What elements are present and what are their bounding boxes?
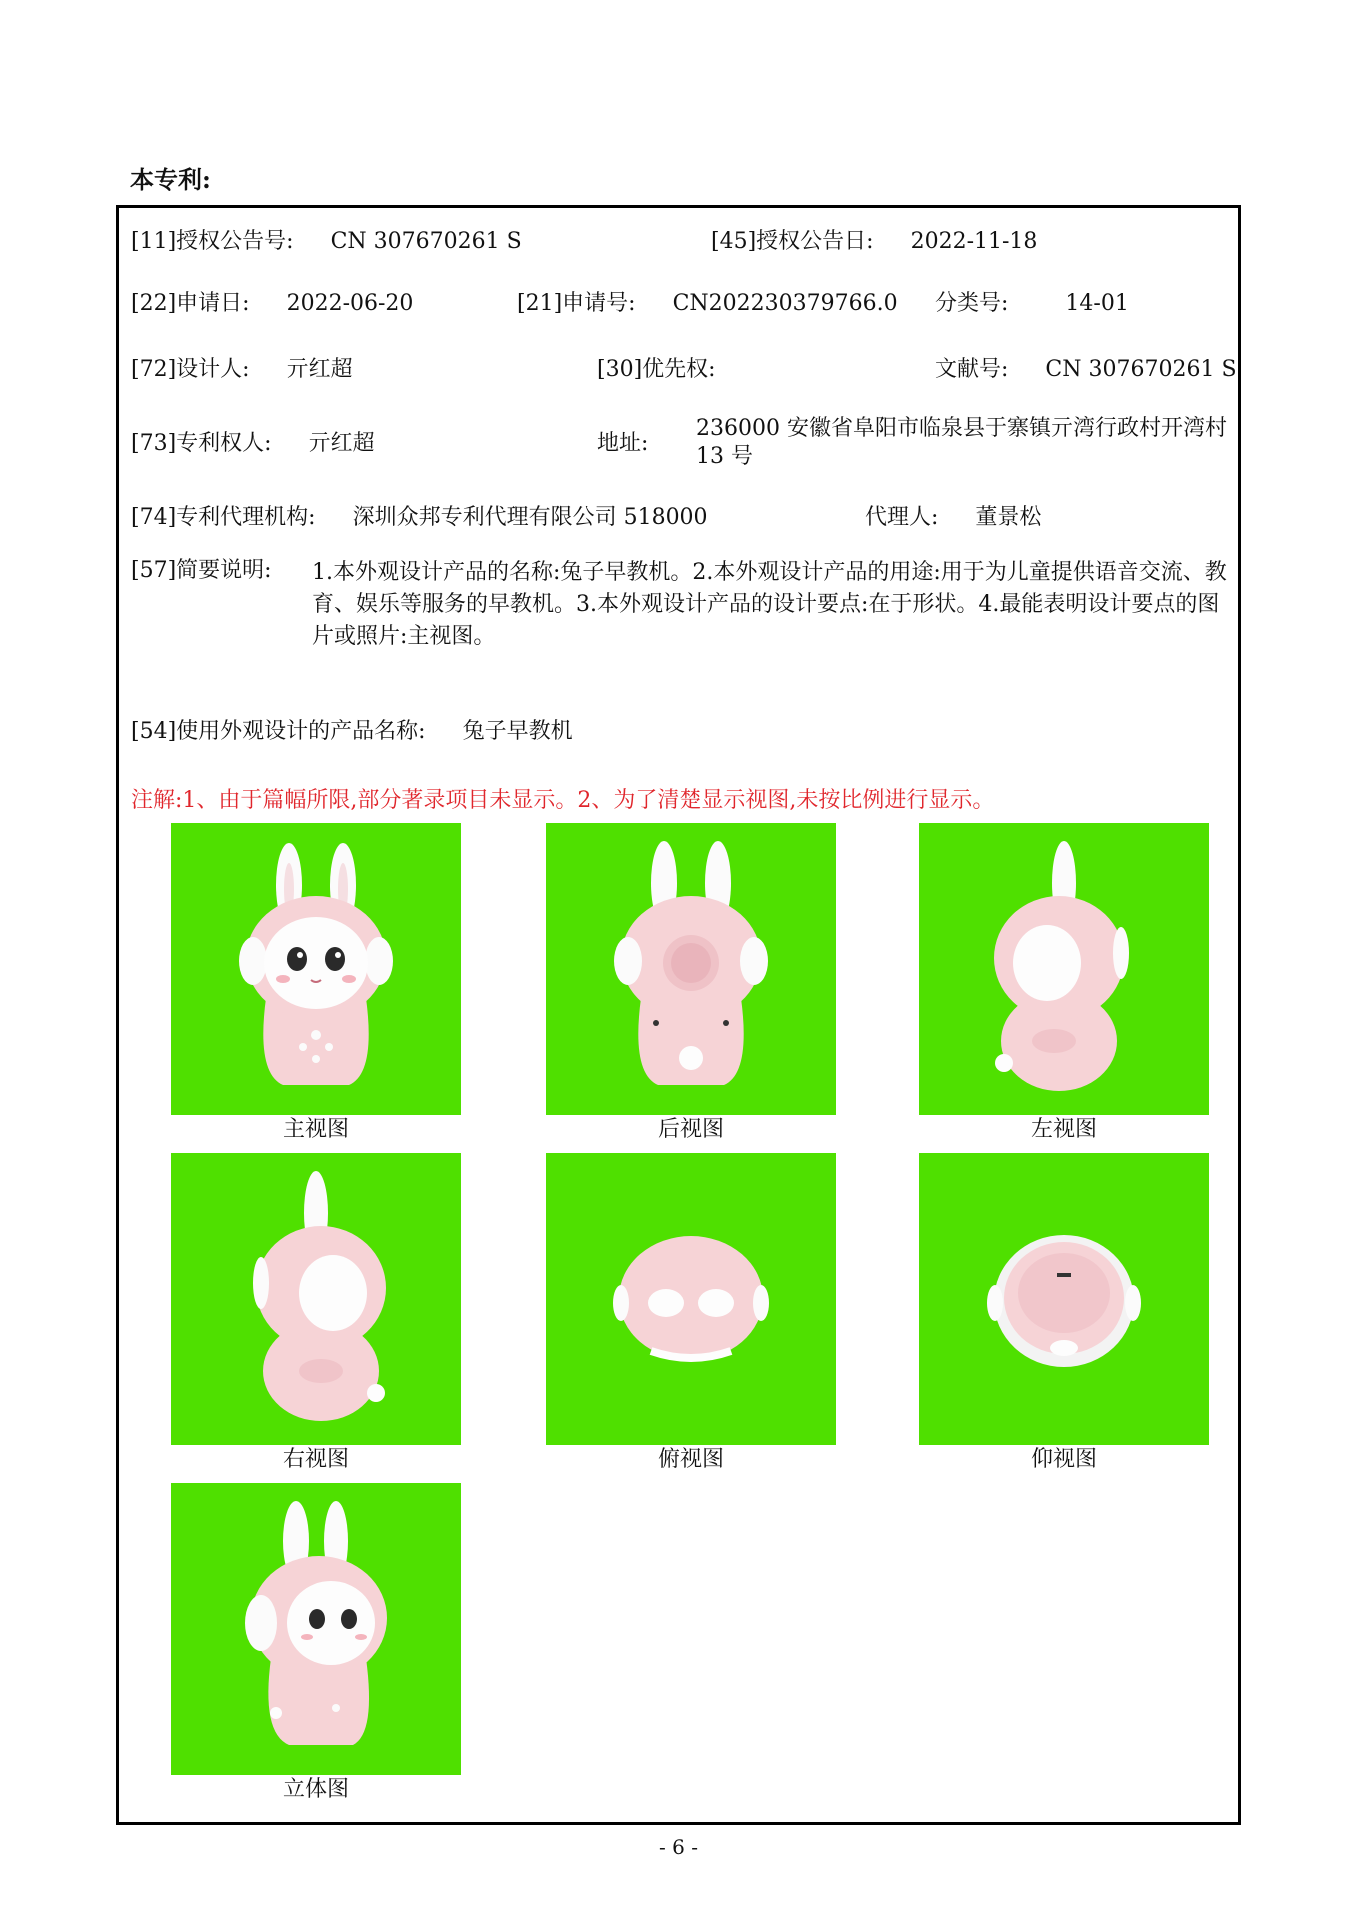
priority-label: [30]优先权: xyxy=(597,357,716,382)
view-bottom xyxy=(919,1153,1209,1477)
product-label: [54]使用外观设计的产品名称: xyxy=(131,719,426,744)
section-heading: 本专利: xyxy=(130,165,211,194)
doc-no-label: 文献号: xyxy=(935,357,1009,382)
pub-date-row xyxy=(711,228,1037,256)
app-no-row xyxy=(517,290,898,318)
perspective-view-caption: 立体图 xyxy=(282,1777,349,1802)
right-view-image xyxy=(171,1153,461,1445)
left-view-caption: 左视图 xyxy=(1030,1117,1097,1142)
bottom-view-image xyxy=(919,1153,1209,1445)
view-perspective xyxy=(171,1483,461,1807)
abstract-text: 1.本外观设计产品的名称:兔子早教机。2.本外观设计产品的用途:用于为儿童提供语音交流、教育、娱乐等服务的早教机。3.本外观设计产品的设计要点:在于形状。4.最能表明设计要点的图片或照片:主视图。 xyxy=(312,560,1227,649)
pub-no-value: CN 307670261 S xyxy=(330,229,522,254)
perspective-view-image xyxy=(171,1483,461,1775)
class-label: 分类号: xyxy=(935,291,1009,316)
top-view-caption: 俯视图 xyxy=(657,1447,724,1472)
agency-value: 深圳众邦专利代理有限公司 518000 xyxy=(352,505,708,530)
address-label: 地址: xyxy=(597,431,649,456)
agency-row xyxy=(131,504,708,532)
agent-row xyxy=(865,504,1041,532)
front-view-image xyxy=(171,823,461,1115)
abstract-label: [57]简要说明: xyxy=(131,558,272,583)
bottom-view-caption: 仰视图 xyxy=(1030,1447,1097,1472)
view-top xyxy=(546,1153,836,1477)
agent-label: 代理人: xyxy=(865,505,939,530)
holder-label: [73]专利权人: xyxy=(131,431,272,456)
left-view-image xyxy=(919,823,1209,1115)
view-back xyxy=(546,823,836,1147)
product-row xyxy=(131,718,573,746)
top-view-image xyxy=(546,1153,836,1445)
doc-no-row xyxy=(935,356,1237,384)
view-left xyxy=(919,823,1209,1147)
designer-row xyxy=(131,356,353,384)
app-no-value: CN202230379766.0 xyxy=(672,291,898,316)
agency-label: [74]专利代理机构: xyxy=(131,505,316,530)
pub-no-row xyxy=(131,228,522,256)
class-value: 14-01 xyxy=(1065,291,1129,316)
holder-row xyxy=(131,430,375,458)
view-front xyxy=(171,823,461,1147)
priority-row xyxy=(597,356,723,384)
app-date-value: 2022-06-20 xyxy=(286,291,414,316)
product-value: 兔子早教机 xyxy=(462,719,573,744)
back-view-image xyxy=(546,823,836,1115)
page-number: - 6 - xyxy=(659,1835,698,1859)
back-view-caption: 后视图 xyxy=(657,1117,724,1142)
view-right xyxy=(171,1153,461,1477)
front-view-caption: 主视图 xyxy=(282,1117,349,1142)
pub-no-label: [11]授权公告号: xyxy=(131,229,294,254)
note-text: 注解:1、由于篇幅所限,部分著录项目未显示。2、为了清楚显示视图,未按比例进行显示。 xyxy=(131,788,995,813)
patent-record-frame xyxy=(116,205,1241,1825)
designer-label: [72]设计人: xyxy=(131,357,250,382)
app-no-label: [21]申请号: xyxy=(517,291,636,316)
designer-value: 亓红超 xyxy=(286,357,353,382)
pub-date-value: 2022-11-18 xyxy=(910,229,1038,254)
app-date-row xyxy=(131,290,413,318)
address-value: 236000 安徽省阜阳市临泉县于寨镇亓湾行政村开湾村 13 号 xyxy=(696,416,1227,469)
class-row xyxy=(935,290,1129,318)
right-view-caption: 右视图 xyxy=(282,1447,349,1472)
holder-value: 亓红超 xyxy=(308,431,375,456)
doc-no-value: CN 307670261 S xyxy=(1045,357,1237,382)
pub-date-label: [45]授权公告日: xyxy=(711,229,874,254)
app-date-label: [22]申请日: xyxy=(131,291,250,316)
agent-value: 董景松 xyxy=(975,505,1042,530)
